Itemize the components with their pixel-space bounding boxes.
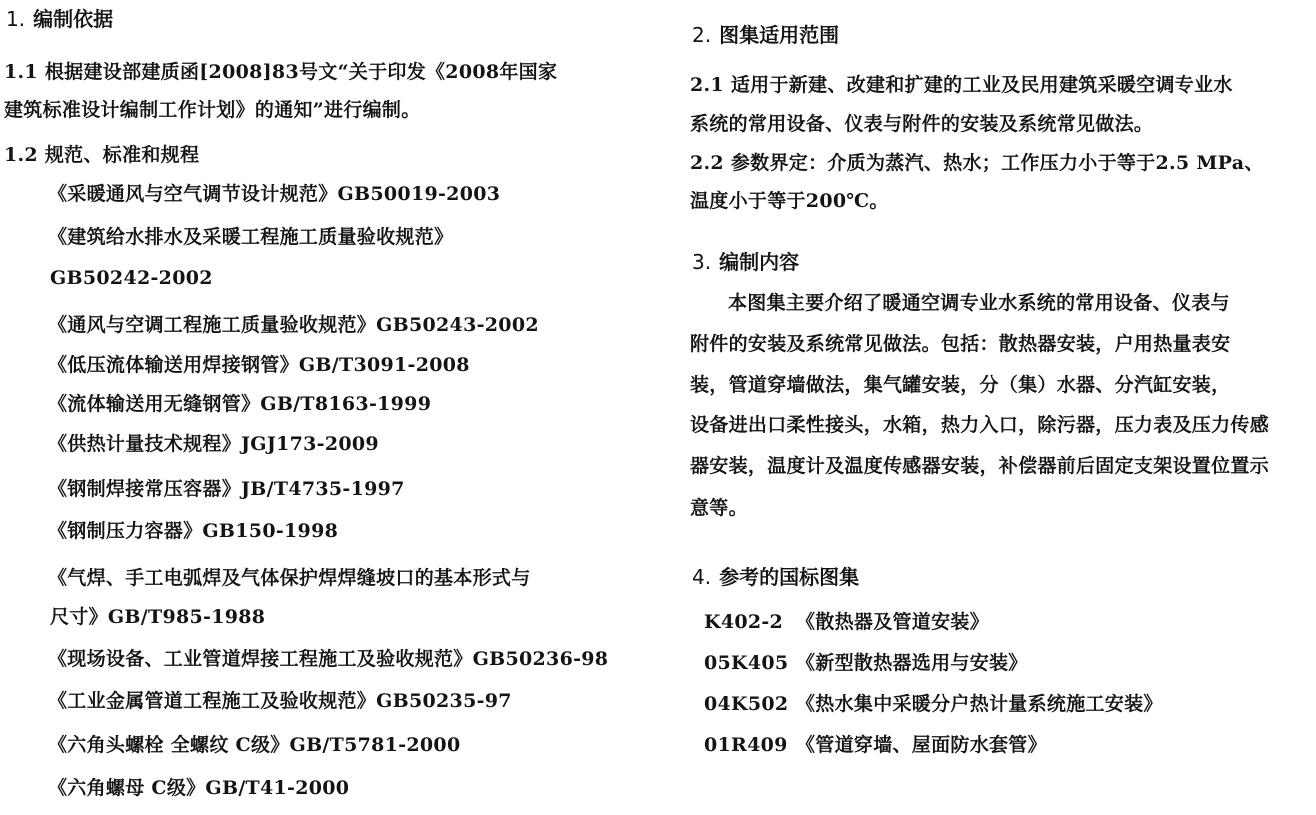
standard-item: GB50242-2002 <box>50 267 213 289</box>
section-3-line: 附件的安装及系统常见做法。包括：散热器安装，户用热量表安 <box>690 333 1231 355</box>
standard-item: 《流体输送用无缝钢管》GB/T8163-1999 <box>48 393 432 415</box>
item-1-2-title: 1.2 规范、标准和规程 <box>4 144 200 166</box>
standard-item: 《现场设备、工业管道焊接工程施工及验收规范》GB50236-98 <box>48 648 609 670</box>
section-3-line: 本图集主要介绍了暖通空调专业水系统的常用设备、仪表与 <box>728 292 1230 314</box>
reference-item <box>704 610 989 634</box>
reference-name: 《热水集中采暖分户热计量系统施工安装》 <box>796 693 1163 715</box>
reference-code: 01R409 <box>704 734 788 756</box>
section-3-title: 编制内容 <box>719 250 800 274</box>
item-1-1-line-2: 建筑标准设计编制工作计划》的通知”进行编制。 <box>4 99 421 121</box>
standard-item: 《六角头螺栓 全螺纹 C级》GB/T5781-2000 <box>48 734 461 756</box>
reference-code: 05K405 <box>704 652 789 674</box>
standard-item: 《六角螺母 C级》GB/T41-2000 <box>48 777 350 799</box>
standard-item: 《建筑给水排水及采暖工程施工质量验收规范》 <box>48 226 454 248</box>
section-1-number: 1. <box>6 7 26 31</box>
section-2-number: 2. <box>692 23 712 47</box>
section-3-heading <box>692 249 799 275</box>
item-1-1-line-1: 1.1 根据建设部建质函[2008]83号文“关于印发《2008年国家 <box>4 61 558 83</box>
section-4-heading <box>692 564 859 590</box>
reference-item <box>704 651 1028 675</box>
section-2-line: 2.1 适用于新建、改建和扩建的工业及民用建筑采暖空调专业水 <box>690 74 1233 96</box>
section-4-number: 4. <box>692 565 712 589</box>
reference-code: 04K502 <box>704 693 789 715</box>
section-2-heading <box>692 22 839 48</box>
section-3-line: 器安装，温度计及温度传感器安装，补偿器前后固定支架设置位置示 <box>690 455 1270 477</box>
reference-name: 《新型散热器选用与安装》 <box>796 652 1028 674</box>
standard-item: 《钢制焊接常压容器》JB/T4735-1997 <box>48 478 405 500</box>
section-3-number: 3. <box>692 250 712 274</box>
reference-code: K402-2 <box>704 611 784 633</box>
section-1-title: 编制依据 <box>33 7 114 31</box>
section-3-line: 装，管道穿墙做法，集气罐安装，分（集）水器、分汽缸安装， <box>690 374 1231 396</box>
section-3-line: 设备进出口柔性接头，水箱，热力入口，除污器，压力表及压力传感 <box>690 414 1270 436</box>
standard-item: 《供热计量技术规程》JGJ173-2009 <box>48 433 379 455</box>
standard-item: 《气焊、手工电弧焊及气体保护焊焊缝坡口的基本形式与 <box>48 567 531 589</box>
standard-item: 《采暖通风与空气调节设计规范》GB50019-2003 <box>48 183 501 205</box>
reference-name: 《管道穿墙、屋面防水套管》 <box>796 734 1047 756</box>
standard-item: 《钢制压力容器》GB150-1998 <box>48 520 339 542</box>
section-2-line: 系统的常用设备、仪表与附件的安装及系统常见做法。 <box>690 113 1154 135</box>
reference-name: 《散热器及管道安装》 <box>796 611 990 633</box>
standard-item: 《通风与空调工程施工质量验收规范》GB50243-2002 <box>48 314 539 336</box>
standard-item: 《低压流体输送用焊接钢管》GB/T3091-2008 <box>48 354 470 376</box>
section-4-title: 参考的国标图集 <box>719 565 860 589</box>
section-1-heading <box>6 6 113 32</box>
reference-item <box>704 692 1163 716</box>
section-2-line: 温度小于等于200℃。 <box>690 190 889 212</box>
section-3-line: 意等。 <box>690 497 748 519</box>
reference-item <box>704 733 1047 757</box>
standard-item: 《工业金属管道工程施工及验收规范》GB50235-97 <box>48 690 512 712</box>
section-2-line: 2.2 参数界定：介质为蒸汽、热水；工作压力小于等于2.5 MPa、 <box>690 152 1264 174</box>
standard-item: 尺寸》GB/T985-1988 <box>50 606 266 628</box>
section-2-title: 图集适用范围 <box>719 23 840 47</box>
